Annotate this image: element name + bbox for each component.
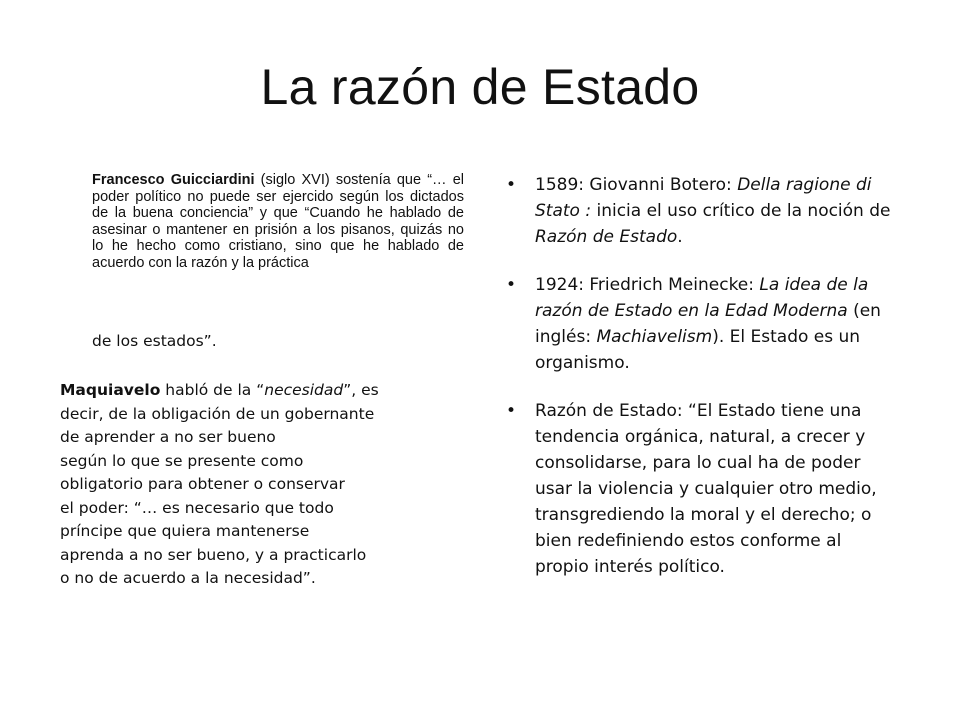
maquiavelo-paragraph [60,379,420,591]
book-title: razón de Estado en la Edad Moderna [535,301,848,321]
bullet-text: inglés: [535,327,597,347]
bullet-line [535,272,900,298]
term: Razón de Estado [535,227,678,247]
guicciardini-name: Francesco Guicciardini [92,172,255,188]
bullet-text: inicia el uso crítico de la noción de [591,201,891,221]
maquiavelo-line: el poder: “… es necesario que todo [60,498,334,517]
bullet-dot: • [506,275,517,295]
maquiavelo-line: de aprender a no ser bueno [60,428,276,446]
bullet-line: bien redefiniendo estos conforme al [535,531,842,551]
guicciardini-text: (siglo XVI) sostenía que “… el poder político no puede ser ejercido según los dictados de la buena conciencia” y que “Cuando he hablado de asesinar o mantener en prisión a los pisanos, quizás no lo he hecho como cristiano, sino que he hablado de acuerdo con la razón y la práctica [92,172,464,271]
maquiavelo-line: príncipe que quiera mantenerse [60,522,310,540]
maquiavelo-line: aprenda a no ser bueno, y a practicarlo [60,545,367,564]
maquiavelo-text: habló de la “ [160,381,265,399]
book-title: Stato : [535,201,592,221]
bullet-botero [500,172,900,250]
bullet-text: . [677,227,683,247]
bullet-razon-de-estado [500,398,900,580]
bullet-line [535,324,900,350]
bullet-line [535,172,900,198]
bullet-text: 1924: Friedrich Meinecke: [535,275,760,295]
bullet-text: 1589: Giovanni Botero: [535,175,738,195]
maquiavelo-line-1 [60,379,420,403]
bullet-line: consolidarse, para lo cual ha de poder [535,453,861,473]
maquiavelo-line: decir, de la obligación de un gobernante [60,404,375,423]
maquiavelo-necesidad: necesidad [264,381,344,399]
bullet-text: (en [847,301,881,321]
bullet-meinecke [500,272,900,376]
bullet-line: propio interés político. [535,557,725,577]
bullet-list [500,172,900,602]
bullet-dot: • [506,175,517,195]
bullet-line: usar la violencia y cualquier otro medio, [535,479,877,499]
bullet-text: ). El Estado es un [712,327,861,347]
bullet-line [535,298,900,324]
bullet-line: Razón de Estado: “El Estado tiene una [535,401,862,421]
bullet-line: tendencia orgánica, natural, a crecer y [535,427,866,447]
maquiavelo-line: obligatorio para obtener o conservar [60,475,345,493]
slide-title: La razón de Estado [260,59,700,115]
maquiavelo-name: Maquiavelo [60,381,161,399]
maquiavelo-text: ”, es [343,381,379,399]
guicciardini-ending: de los estados”. [92,332,217,350]
bullet-line [535,198,900,224]
book-title: Machiavelism [596,327,713,347]
guicciardini-paragraph [92,172,464,271]
maquiavelo-line: o no de acuerdo a la necesidad”. [60,569,316,587]
bullet-line: transgrediendo la moral y el derecho; o [535,505,872,525]
book-title: Della ragione di [737,175,872,195]
bullet-line: organismo. [535,353,630,373]
bullet-dot: • [506,401,517,421]
book-title: La idea de la [759,275,869,295]
bullet-line [535,224,900,250]
maquiavelo-line: según lo que se presente como [60,451,304,470]
